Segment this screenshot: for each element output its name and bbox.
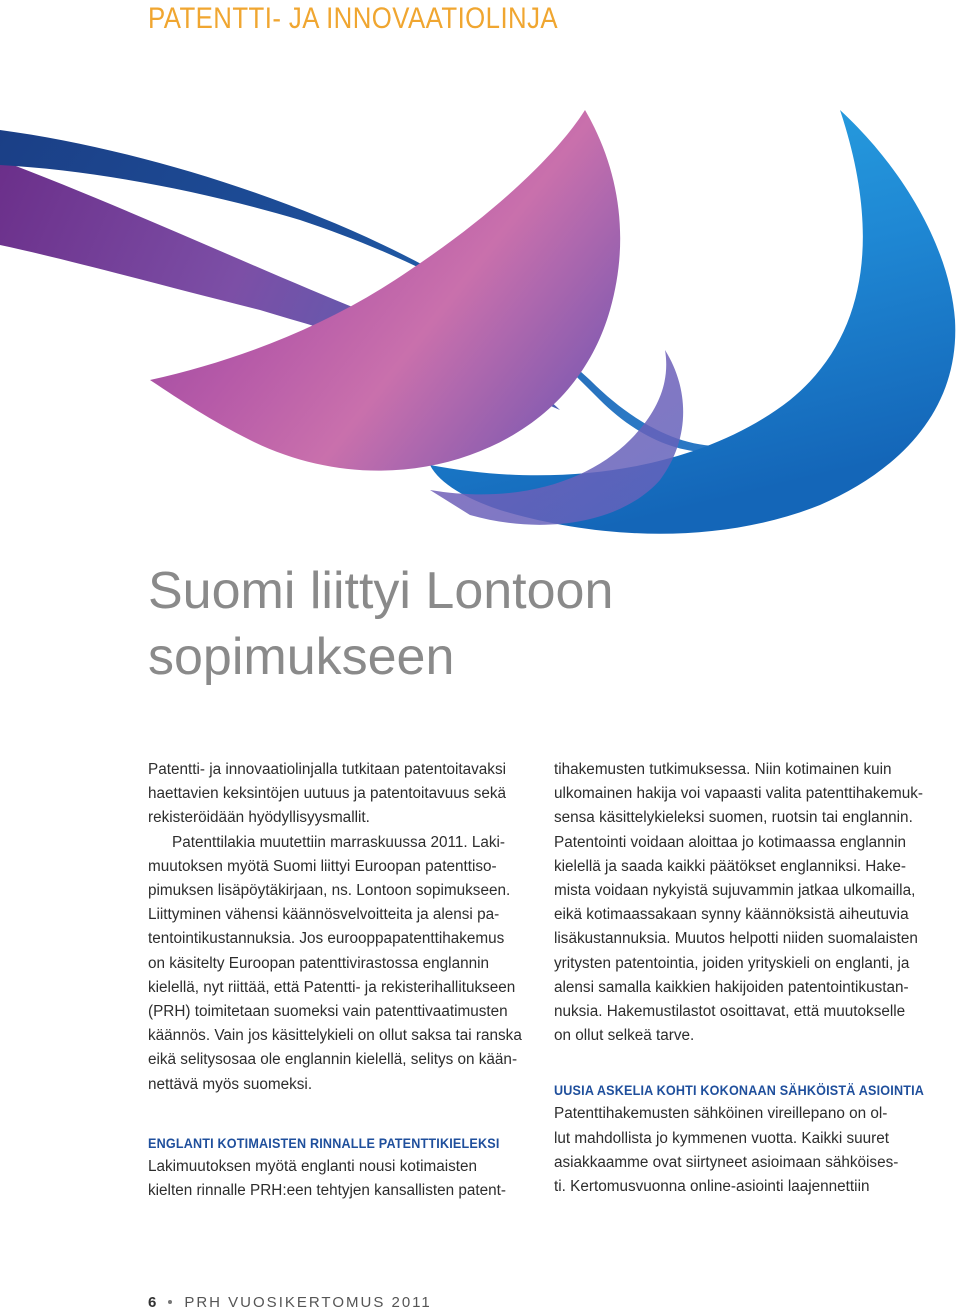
text-line: pimuksen lisäpöytäkirjaan, ns. Lontoon sopimukseen. (148, 882, 511, 900)
text-line: rekisteröidään hyödyllisyysmallit. (148, 809, 370, 827)
publication-name: PRH VUOSIKERTOMUS 2011 (184, 1294, 432, 1311)
page-title-line-2: sopimukseen (148, 628, 455, 686)
text-line: sensa käsittelykieleksi suomen, ruotsin tai englannin. (554, 809, 913, 827)
page-footer (148, 1294, 432, 1311)
text-line: eikä kotimaassakaan synny käännöksistä aiheutuvia (554, 906, 909, 924)
text-line: Patentti- ja innovaatiolinjalla tutkitaan patentoitavaksi (148, 761, 506, 778)
text-line: alensi samalla kaikkien hakijoiden patentointikustan- (554, 978, 909, 996)
text-line: tihakemusten tutkimuksessa. Niin kotimainen kuin (554, 761, 892, 778)
page-title (148, 558, 848, 690)
text-line: Lakimuutoksen myötä englanti nousi kotimaisten (148, 1157, 478, 1175)
text-line: haettavien keksintöjen uutuus ja patentoitavuus sekä (148, 785, 507, 803)
intro-paragraph (148, 758, 538, 1097)
text-line: Patenttilakia muutettiin marraskuussa 2011. Laki- (172, 833, 506, 851)
text-line: nuksia. Hakemustilastot osoittavat, että muutokselle (554, 1003, 906, 1021)
page-title-line-1: Suomi liittyi Lontoon (148, 562, 614, 620)
english-paragraph (148, 1155, 538, 1203)
text-line: lisäkustannuksia. Muutos helpotti niiden suomalaisten (554, 930, 918, 948)
text-line: (PRH) toimitetaan suomeksi vain patenttivaatimusten (148, 1003, 508, 1021)
left-column (148, 758, 538, 1203)
text-line: ulkomainen hakija voi vapaasti valita patenttihakemuk- (554, 785, 924, 803)
right-column (554, 758, 944, 1199)
decorative-wave-artwork (0, 110, 960, 550)
footer-separator-dot (168, 1300, 172, 1304)
text-line: Patentointi voidaan aloittaa jo kotimaassa englannin (554, 833, 907, 851)
text-line: asiakkaamme ovat siirtyneet asioimaan sähköises- (554, 1153, 899, 1171)
text-line: yritysten patentointia, joiden yrityskieli on englanti, ja (554, 954, 910, 972)
text-line: kielellä, nyt riittää, että Patentti- ja rekisterihallitukseen (148, 978, 516, 996)
text-line: nettävä myös suomeksi. (148, 1075, 313, 1093)
section-header: PATENTTI- JA INNOVAATIOLINJA (148, 2, 559, 35)
text-line: on käsitelty Euroopan patenttivirastossa englannin (148, 954, 489, 972)
text-line: ti. Kertomusvuonna online-asiointi laajennettiin (554, 1178, 870, 1196)
text-line: eikä selitysosaa ole englannin kielellä, selitys on kään- (148, 1051, 518, 1069)
text-line: tentointikustannuksia. Jos eurooppapatenttihakemus (148, 930, 505, 948)
page-number: 6 (148, 1294, 157, 1311)
text-line: muutoksen myötä Suomi liittyi Euroopan patenttiso- (148, 857, 497, 875)
text-line: on ollut selkeä tarve. (554, 1027, 695, 1045)
text-line: kielten rinnalle PRH:een tehtyjen kansallisten patent- (148, 1182, 506, 1200)
text-line: Patenttihakemusten sähköinen vireillepano on ol- (554, 1105, 888, 1123)
text-line: lut mahdollista jo kymmenen vuotta. Kaikki suuret (554, 1129, 889, 1147)
text-line: mista voidaan nykyistä sujuvammin jatkaa ulkomailla, (554, 882, 916, 900)
text-line: käännös. Vain jos käsittelykieli on ollut saksa tai ranska (148, 1027, 522, 1045)
text-line: kielellä ja saada kaikki päätökset englanniksi. Hake- (554, 857, 907, 875)
electronic-paragraph (554, 1102, 944, 1199)
subheading-english-language: ENGLANTI KOTIMAISTEN RINNALLE PATENTTIKIELEKSI (148, 1134, 500, 1151)
continuation-paragraph (554, 758, 944, 1048)
subheading-electronic-services: UUSIA ASKELIA KOHTI KOKONAAN SÄHKÖISTÄ ASIOINTIA (554, 1082, 925, 1099)
text-line: Liittyminen vähensi käännösvelvoitteita ja alensi pa- (148, 906, 500, 924)
